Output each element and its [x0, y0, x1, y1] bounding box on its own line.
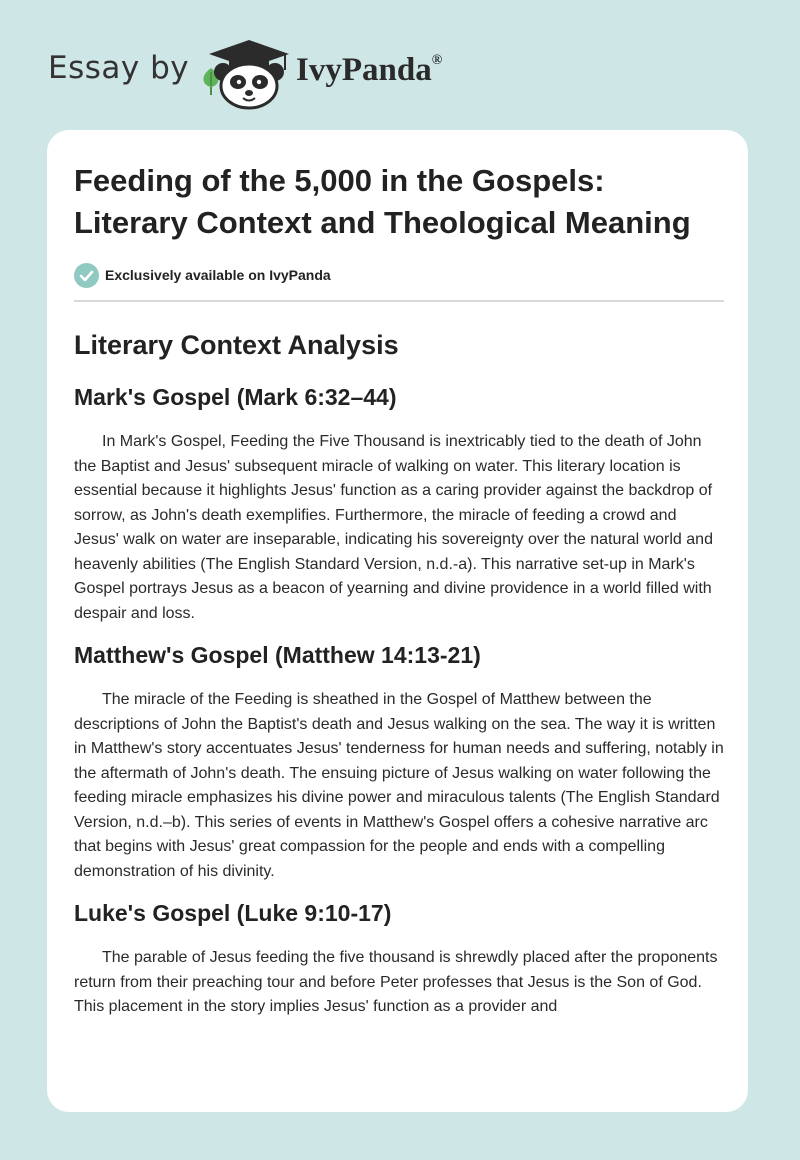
subsection-heading-matthew: Matthew's Gospel (Matthew 14:13-21)	[74, 642, 481, 668]
paragraph-luke: The parable of Jesus feeding the five thousand is shrewdly placed after the proponents return from their preaching tour and before Peter professes that Jesus is the Son of God. This placement in the story implies Jesus' function as a provider and	[74, 949, 718, 1015]
site-header	[0, 0, 800, 130]
essay-by-label: Essay by	[48, 50, 190, 86]
subsection-heading-luke: Luke's Gospel (Luke 9:10-17)	[74, 900, 392, 926]
section-heading: Literary Context Analysis	[74, 330, 399, 360]
brand-text: IvyPanda	[296, 52, 432, 88]
exclusive-label: Exclusively available on IvyPanda	[105, 267, 331, 283]
article-title: Feeding of the 5,000 in the Gospels: Literary Context and Theological Meaning	[74, 163, 691, 240]
registered-mark: ®	[431, 53, 443, 68]
article-content	[74, 160, 724, 1020]
article-card	[47, 130, 748, 1112]
paragraph-mark: In Mark's Gospel, Feeding the Five Thousand is inextricably tied to the death of John the Baptist and Jesus' subsequent miracle of walking on water. This literary location is essential because it highlights Jesus' function as a caring provider against the backdrop of sorrow, as John's death exemplifies. Furthermore, the miracle of feeding a crowd and Jesus' walk on water are inseparable, indicating his sovereignty over the natural world and heavenly abilities (The English Standard Version, n.d.-a). This narrative set-up in Mark's Gospel portrays Jesus as a beacon of yearning and divine providence in a world filled with despair and loss.	[74, 433, 713, 622]
divider	[74, 300, 724, 302]
checkmark-icon	[74, 263, 99, 288]
exclusive-badge	[74, 262, 724, 288]
brand-name[interactable]	[296, 52, 442, 89]
paragraph-matthew: The miracle of the Feeding is sheathed in the Gospel of Matthew between the descriptions of John the Baptist's death and Jesus walking on the sea. The way it is written in Matthew's story accentuates Jesus' tenderness for human needs and suffering, notably in the aftermath of John's death. The ensuing picture of Jesus walking on water following the feeding miracle emphasizes his divine power and miraculous talents (The English Standard Version, n.d.–b). This series of events in Matthew's Gospel offers a cohesive narrative arc that begins with Jesus' great compassion for the people and ends with a compelling demonstration of his divinity.	[74, 691, 724, 880]
panda-logo-icon[interactable]	[205, 38, 293, 110]
subsection-heading-mark: Mark's Gospel (Mark 6:32–44)	[74, 384, 397, 410]
